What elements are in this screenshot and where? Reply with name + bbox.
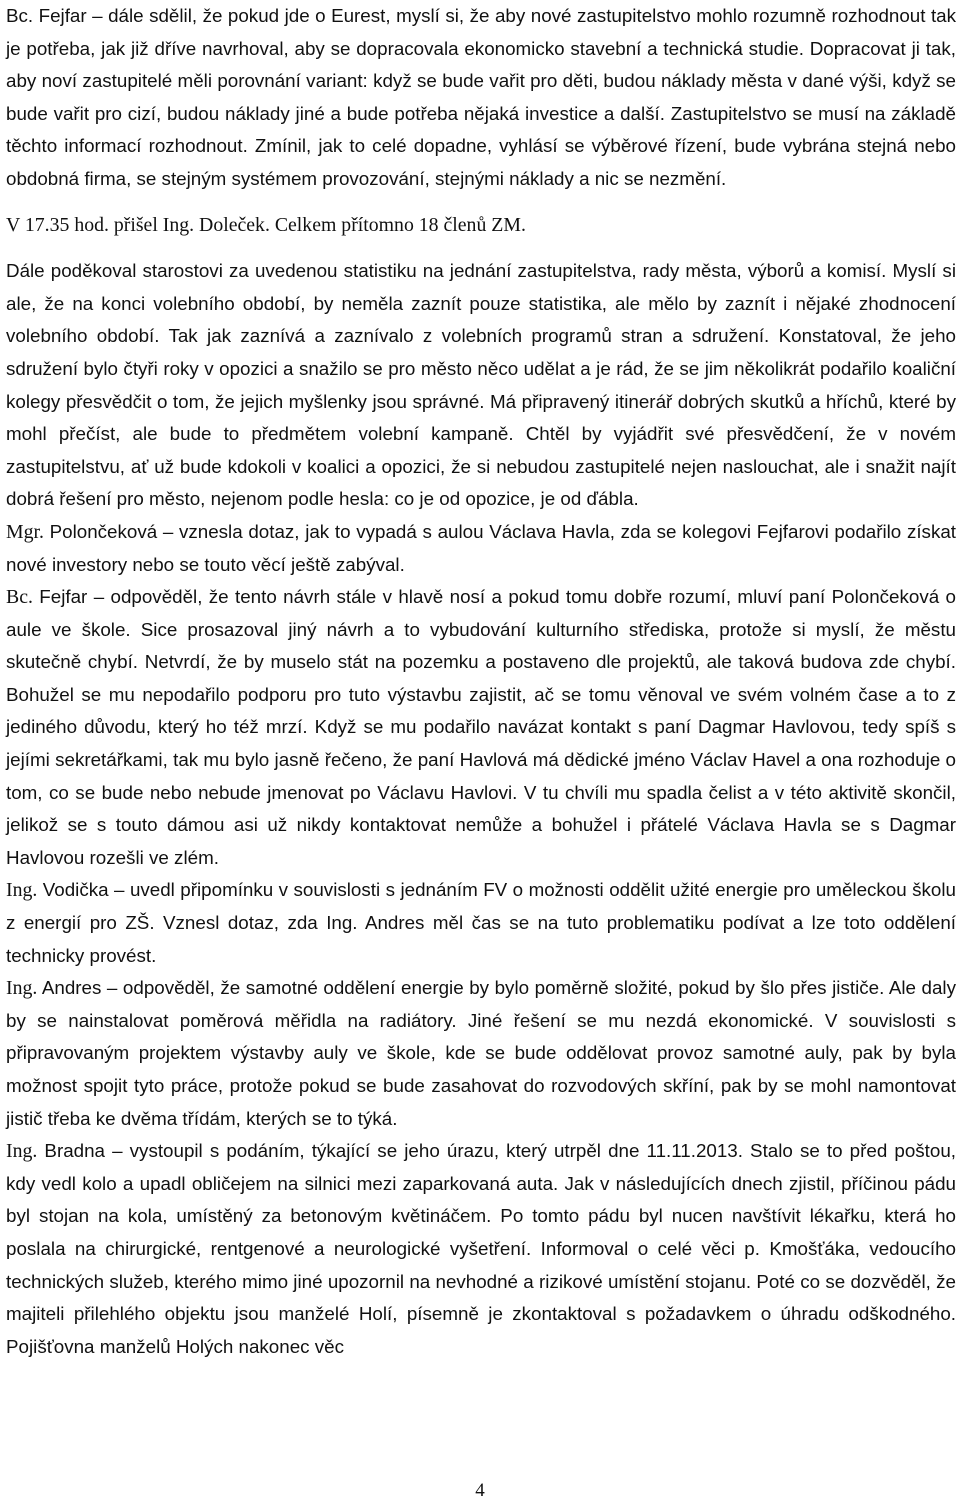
paragraph-bradna-text: Bradna – vystoupil s podáním, týkající se jeho úrazu, který utrpěl dne 11.11.2013. Stalo se to před poštou, kdy vedl kolo a upadl obličejem na silnici mezi zaparkovaná auta. Jak v následujících dnech zjistil, příčinou pádu byl stojan na kola, umístěný za betonovým květináčem. Po tomto pádu byl nucen navštívit lékařku, která ho poslala na chirurgické, rentgenové a neurologické vyšetření. Informoval o celé věci p. Kmošťáka, vedoucího technických služeb, kterého mimo jiné upozornil na nevhodné a rizikové umístění stojanu. Poté co se dozvěděl, že majiteli přilehlého objektu jsou manželé Holí, písemně je zkontaktoval s požadavkem o úhradu odškodného. Pojišťovna manželů Holých nakonec věc [6,1140,956,1357]
paragraph-poloncekova-text: Polončeková – vznesla dotaz, jak to vypadá s aulou Václava Havla, zda se kolegovi Fejfarovi podařilo získat nové investory nebo se touto věcí ještě zabýval. [6,520,956,575]
paragraph-fejfar-eurest-text: Bc. Fejfar – dále sdělil, že pokud jde o Eurest, myslí si, že aby nové zastupitelstvo mohlo rozumně rozhodnout tak je potřeba, jak již dříve navrhoval, aby se dopracovala ekonomicko stavební a technická studie. Dopracovat ji tak, aby noví zastupitelé měli porovnání variant: když se bude vařit pro děti, budou náklady města v dané výši, když se bude vařit pro cizí, budou náklady jiné a bude potřeba nějaká investice a další. Zastupitelstvo se musí na základě těchto informací rozhodnout. Zmínil, jak to celé dopadne, vyhlásí se výběrové řízení, bude vybrána stejná nebo obdobná firma, se stejným systémem provozování, stejnými náklady a nic se nezmění. [6,5,956,189]
paragraph-bradna-title: Ing. [6,1140,38,1163]
paragraph-fejfar-eurest [6,0,956,196]
paragraph-vodicka-title: Ing. [6,879,38,902]
paragraph-statistics [6,255,956,516]
paragraph-attendance-text: V 17.35 hod. přišel Ing. Doleček. Celkem přítomno 18 členů ZM. [6,213,526,236]
paragraph-fejfar-aula-text: Fejfar – odpověděl, že tento návrh stále v hlavě nosí a pokud tomu dobře rozumí, mluví paní Polončeková o aule ve škole. Sice prosazoval jiný návrh a to vybudování kulturního střediska, protože si myslí, že městu skutečně chybí. Netvrdí, že by muselo stát na pozemku a postaveno dle projektů, ale taková budova zde chybí. Bohužel se mu nepodařilo podporu pro tuto výstavbu zajistit, ač se tomu věnoval ve svém volném čase a to z jediného důvodu, který ho též mrzí. Když se mu podařilo navázat kontakt s paní Dagmar Havlovou, tedy spíš s jejími sekretářkami, tak mu bylo jasně řečeno, že paní Havlová má dědické jméno Václav Havel a ona rozhoduje o tom, co se bude nebo nebude jmenovat po Václavu Havlovi. V tu chvíli mu spadla čelist a v této aktivitě skončil, jelikož se s touto dámou asi už nikdy kontaktovat nemůže a bohužel i přátelé Václava Havla se s Dagmar Havlovou rozešli ve zlém. [6,586,956,868]
paragraph-attendance [6,210,956,242]
paragraph-bradna [6,1135,956,1363]
document-page [6,0,956,1363]
paragraph-andres-text: Andres – odpověděl, že samotné oddělení energie by bylo poměrně složité, pokud by šlo přes jističe. Ale daly by se nainstalovat poměrová měřidla na radiátory. Jiné řešení se mu nezdá ekonomické. V souvislosti s připravovaným projektem výstavby auly ve škole, kde se bude oddělovat provoz samotné auly, pak by byla možnost spojit tyto práce, protože pokud se bude zasahovat do rozvodových skříní, pak by se mohl namontovat jistič třeba ke dvěma třídám, kterých se to týká. [6,977,956,1129]
paragraph-fejfar-aula [6,581,956,874]
paragraph-poloncekova-title: Mgr. [6,520,44,543]
paragraph-vodicka-text: Vodička – uvedl připomínku v souvislosti s jednáním FV o možnosti oddělit užité energie pro uměleckou školu z energií pro ZŠ. Vznesl dotaz, zda Ing. Andres měl čas se na tuto problematiku podívat a lze toto oddělení technicky provést. [6,879,956,966]
paragraph-statistics-text: Dále poděkoval starostovi za uvedenou statistiku na jednání zastupitelstva, rady města, výborů a komisí. Myslí si ale, že na konci volebního období, by neměla zaznít pouze statistika, ale mělo by zaznít i nějaké zhodnocení volebního období. Tak jak zaznívá a zaznívalo z volebních programů stran a sdružení. Konstatoval, že jeho sdružení bylo čtyři roky v opozici a snažilo se pro město něco udělat a je rád, že se jim několikrát podařilo koaliční kolegy přesvědčit o tom, že jejich myšlenky jsou správné. Má připravený itinerář dobrých skutků a hříchů, které by mohl přečíst, ale bude to předmětem volební kampaně. Chtěl by vyjádřit své přesvědčení, že v novém zastupitelstvu, ať už bude kdokoli v koalici a opozici, že si nebudou zastupitelé nejen naslouchat, ale i snažit najít dobrá řešení pro město, nejenom podle hesla: co je od opozice, je od ďábla. [6,260,956,510]
paragraph-andres-title: Ing. [6,977,38,1000]
paragraph-poloncekova [6,516,956,581]
paragraph-vodicka [6,874,956,972]
page-number: 4 [475,1480,485,1501]
paragraph-andres [6,972,956,1135]
paragraph-fejfar-aula-title: Bc. [6,586,33,609]
